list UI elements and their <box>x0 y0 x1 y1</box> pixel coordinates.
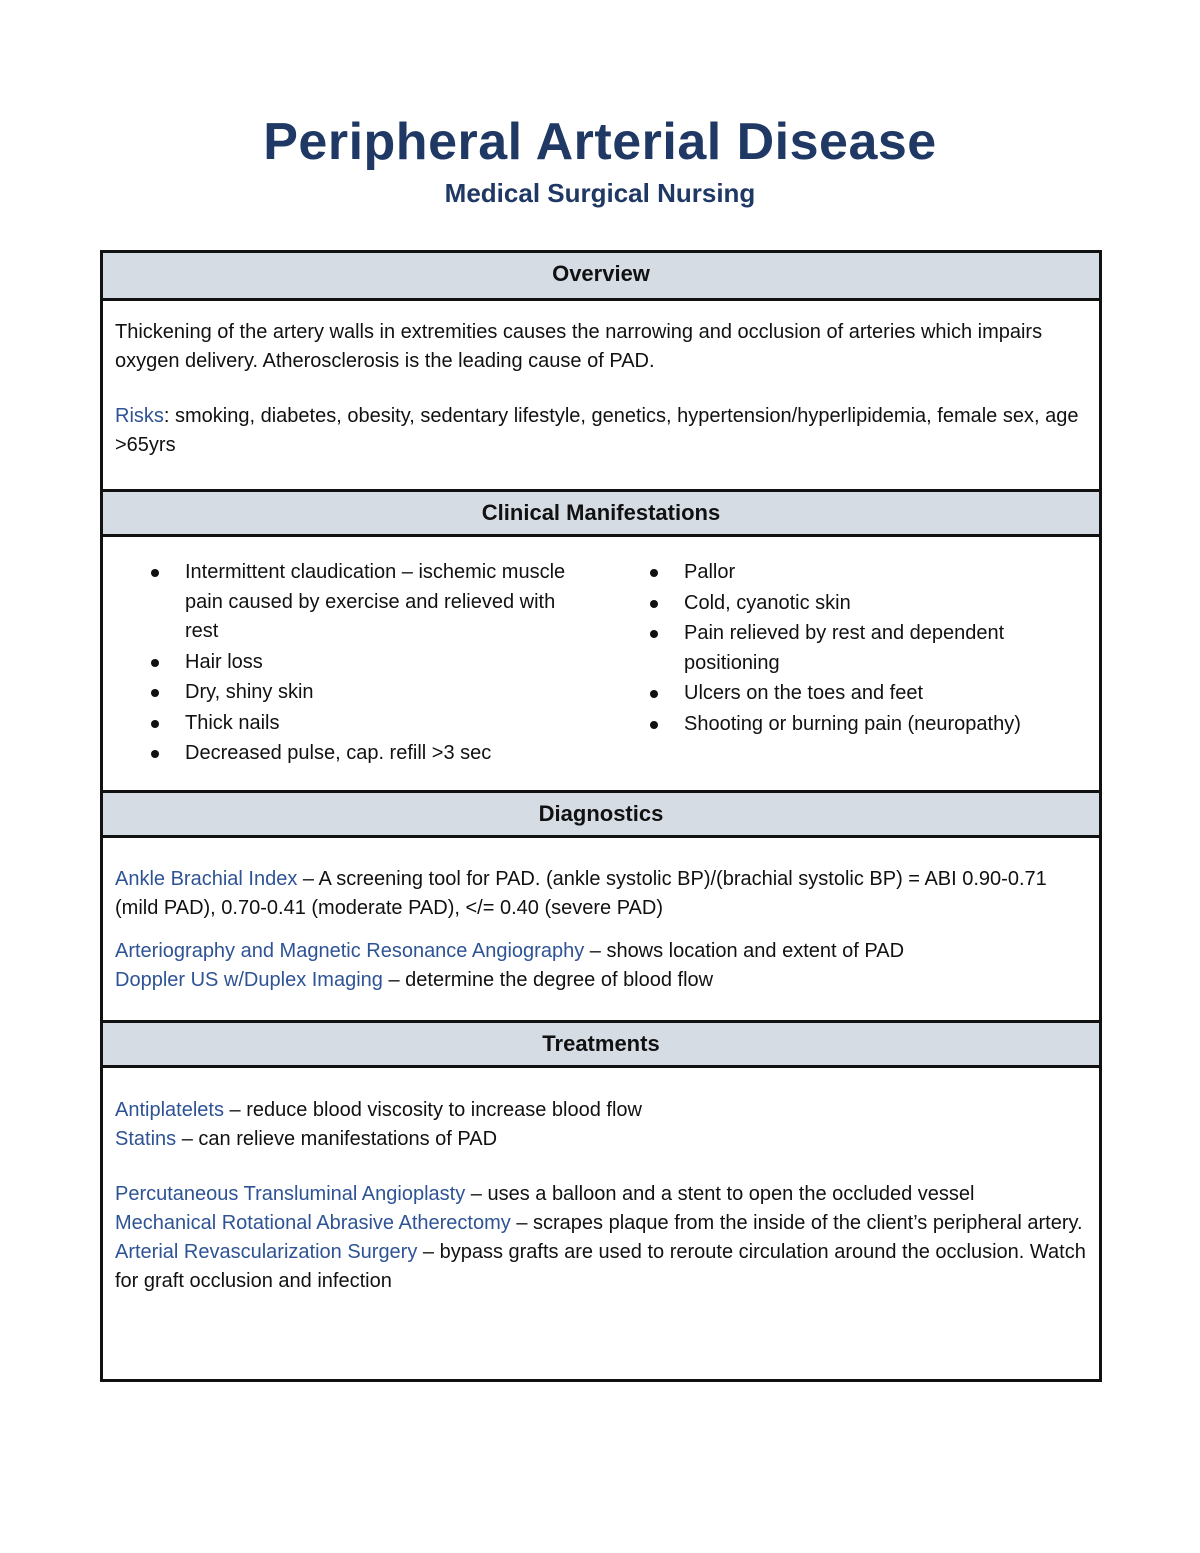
treatments-section <box>103 1096 1099 1296</box>
treatment-term: Mechanical Rotational Abrasive Atherectomy <box>115 1212 511 1234</box>
treatment-term: Statins <box>115 1128 177 1150</box>
list-item: Shooting or burning pain (neuropathy) <box>614 710 1084 740</box>
bullet-icon <box>650 690 658 698</box>
diagnostics-heading: Diagnostics <box>103 790 1099 838</box>
diagnostic-item <box>115 865 1087 923</box>
diagnostic-term: Arteriography and Magnetic Resonance Angiography <box>115 940 585 962</box>
treatment-term: Arterial Revascularization Surgery <box>115 1241 418 1263</box>
diagnostic-term: Ankle Brachial Index <box>115 868 298 890</box>
list-item: Dry, shiny skin <box>115 678 585 708</box>
treatment-item <box>115 1209 1087 1238</box>
treatment-term: Antiplatelets <box>115 1099 224 1121</box>
treatment-item <box>115 1238 1087 1296</box>
pad-table <box>100 250 1102 1382</box>
treatment-desc: – uses a balloon and a stent to open the occluded vessel <box>465 1183 975 1205</box>
bullet-icon <box>151 659 159 667</box>
risks-text: : smoking, diabetes, obesity, sedentary lifestyle, genetics, hypertension/hyperlipidemia, female sex, age >65yrs <box>115 405 1079 456</box>
list-item: Pain relieved by rest and dependent positioning <box>614 619 1084 678</box>
treatment-item <box>115 1096 1087 1125</box>
diagnostic-desc: – A screening tool for PAD. (ankle systolic BP)/(brachial systolic BP) = ABI 0.90-0.71 (mild PAD), 0.70-0.41 (moderate PAD), </= 0.40 (severe PAD) <box>115 868 1047 919</box>
risks-paragraph <box>115 402 1087 460</box>
document-title: Peripheral Arterial Disease <box>263 113 937 171</box>
diagnostic-desc: – determine the degree of blood flow <box>382 969 714 991</box>
bullet-icon <box>151 569 159 577</box>
treatment-term: Percutaneous Transluminal Angioplasty <box>115 1183 466 1205</box>
bullet-icon <box>650 600 658 608</box>
diagnostic-item <box>115 937 1087 966</box>
document-subtitle: Medical Surgical Nursing <box>444 178 756 208</box>
bullet-icon <box>151 720 159 728</box>
overview-heading: Overview <box>103 253 1099 301</box>
list-item: Pallor <box>614 558 1084 588</box>
manifestations-right-list <box>614 558 1084 740</box>
overview-text: Thickening of the artery walls in extremities causes the narrowing and occlusion of arteries which impairs oxygen delivery. Atherosclerosis is the leading cause of PAD. <box>115 321 1043 372</box>
bullet-icon <box>650 721 658 729</box>
treatment-item <box>115 1125 1087 1154</box>
treatment-desc: – bypass grafts are used to reroute circulation around the occlusion. Watch for graft occlusion and infection <box>115 1241 1086 1292</box>
diagnostic-desc: – shows location and extent of PAD <box>584 940 905 962</box>
treatment-item <box>115 1180 1087 1209</box>
bullet-icon <box>650 569 658 577</box>
list-item: Thick nails <box>115 709 585 739</box>
treatment-desc: – reduce blood viscosity to increase blood flow <box>223 1099 642 1121</box>
clinical-manifestations-heading: Clinical Manifestations <box>103 489 1099 537</box>
manifestations-left-list <box>115 558 585 770</box>
bullet-icon <box>151 750 159 758</box>
list-item: Intermittent claudication – ischemic muscle pain caused by exercise and relieved with rest <box>115 558 585 647</box>
list-item: Ulcers on the toes and feet <box>614 679 1084 709</box>
clinical-manifestations-section <box>103 540 1099 788</box>
list-item: Cold, cyanotic skin <box>614 589 1084 619</box>
overview-section <box>103 318 1099 460</box>
bullet-icon <box>650 630 658 638</box>
bullet-icon <box>151 689 159 697</box>
treatment-desc: – scrapes plaque from the inside of the client’s peripheral artery. <box>510 1212 1083 1234</box>
list-item: Decreased pulse, cap. refill >3 sec <box>115 739 585 769</box>
treatment-desc: – can relieve manifestations of PAD <box>176 1128 498 1150</box>
diagnostics-section <box>103 865 1099 995</box>
risks-label: Risks <box>115 405 164 427</box>
diagnostic-item <box>115 966 1087 995</box>
diagnostic-term: Doppler US w/Duplex Imaging <box>115 969 383 991</box>
treatments-heading: Treatments <box>103 1020 1099 1068</box>
list-item: Hair loss <box>115 648 585 678</box>
